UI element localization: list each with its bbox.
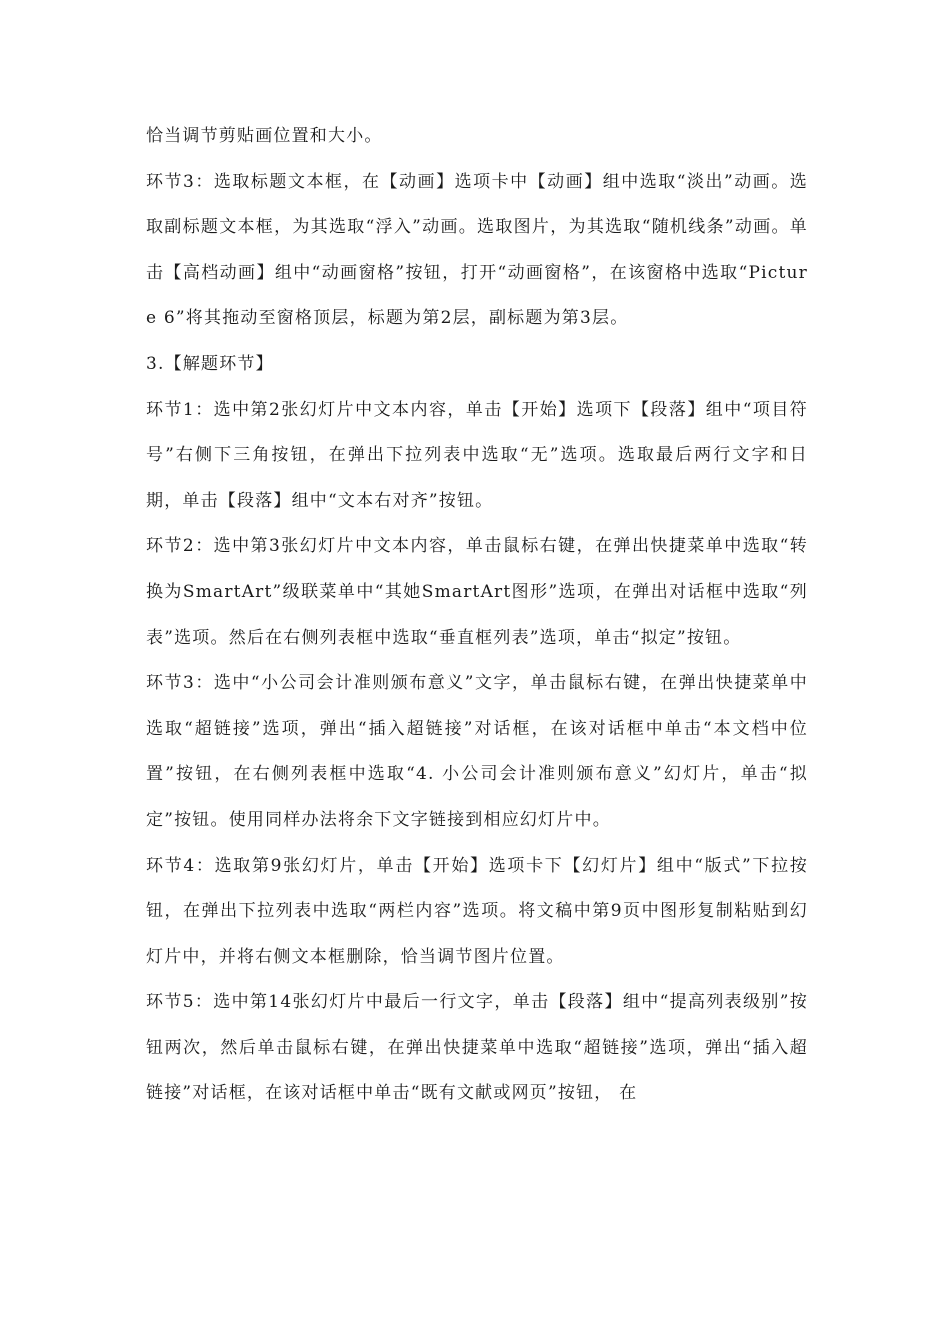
paragraph-4: 环节1：选中第2张幻灯片中文本内容，单击【开始】选项下【段落】组中“项目符号”右侧下三角按钮，在弹出下拉列表中选取“无”选项。选取最后两行文字和日期，单击【段落】组中“文本右对齐”按钮。 bbox=[146, 399, 808, 511]
paragraph-2: 环节3：选取标题文本框，在【动画】选项卡中【动画】组中选取“淡出”动画。选取副标题文本框，为其选取“浮入”动画。选取图片，为其选取“随机线条”动画。单击【高档动画】组中“动画窗格”按钮，打开“动画窗格”，在该窗格中选取“Picture 6”将其拖动至窗格顶层，标题为第2层，副标题为第3层。 bbox=[146, 171, 808, 329]
document-page bbox=[146, 114, 808, 1117]
paragraph-5: 环节2：选中第3张幻灯片中文本内容，单击鼠标右键，在弹出快捷菜单中选取“转换为SmartArt”级联菜单中“其她SmartArt图形”选项，在弹出对话框中选取“列表”选项。然后在右侧列表框中选取“垂直框列表”选项，单击“拟定”按钮。 bbox=[146, 536, 808, 648]
paragraph-6: 环节3：选中“小公司会计准则颁布意义”文字，单击鼠标右键，在弹出快捷菜单中选取“超链接”选项，弹出“插入超链接”对话框，在该对话框中单击“本文档中位置”按钮，在右侧列表框中选取“4. 小公司会计准则颁布意义”幻灯片，单击“拟定”按钮。使用同样办法将余下文字链接到相应幻灯片中。 bbox=[146, 673, 808, 830]
paragraph-3: 3.【解题环节】 bbox=[146, 353, 274, 374]
paragraph-8: 环节5：选中第14张幻灯片中最后一行文字，单击【段落】组中“提高列表级别”按钮两次，然后单击鼠标右键，在弹出快捷菜单中选取“超链接”选项，弹出“插入超链接”对话框，在该对话框中单击“既有文献或网页”按钮， 在 bbox=[146, 992, 808, 1104]
paragraph-7: 环节4：选取第9张幻灯片，单击【开始】选项卡下【幻灯片】组中“版式”下拉按钮，在弹出下拉列表中选取“两栏内容”选项。将文稿中第9页中图形复制粘贴到幻灯片中，并将右侧文本框删除，恰当调节图片位置。 bbox=[146, 855, 808, 967]
paragraph-1: 恰当调节剪贴画位置和大小。 bbox=[146, 126, 383, 146]
